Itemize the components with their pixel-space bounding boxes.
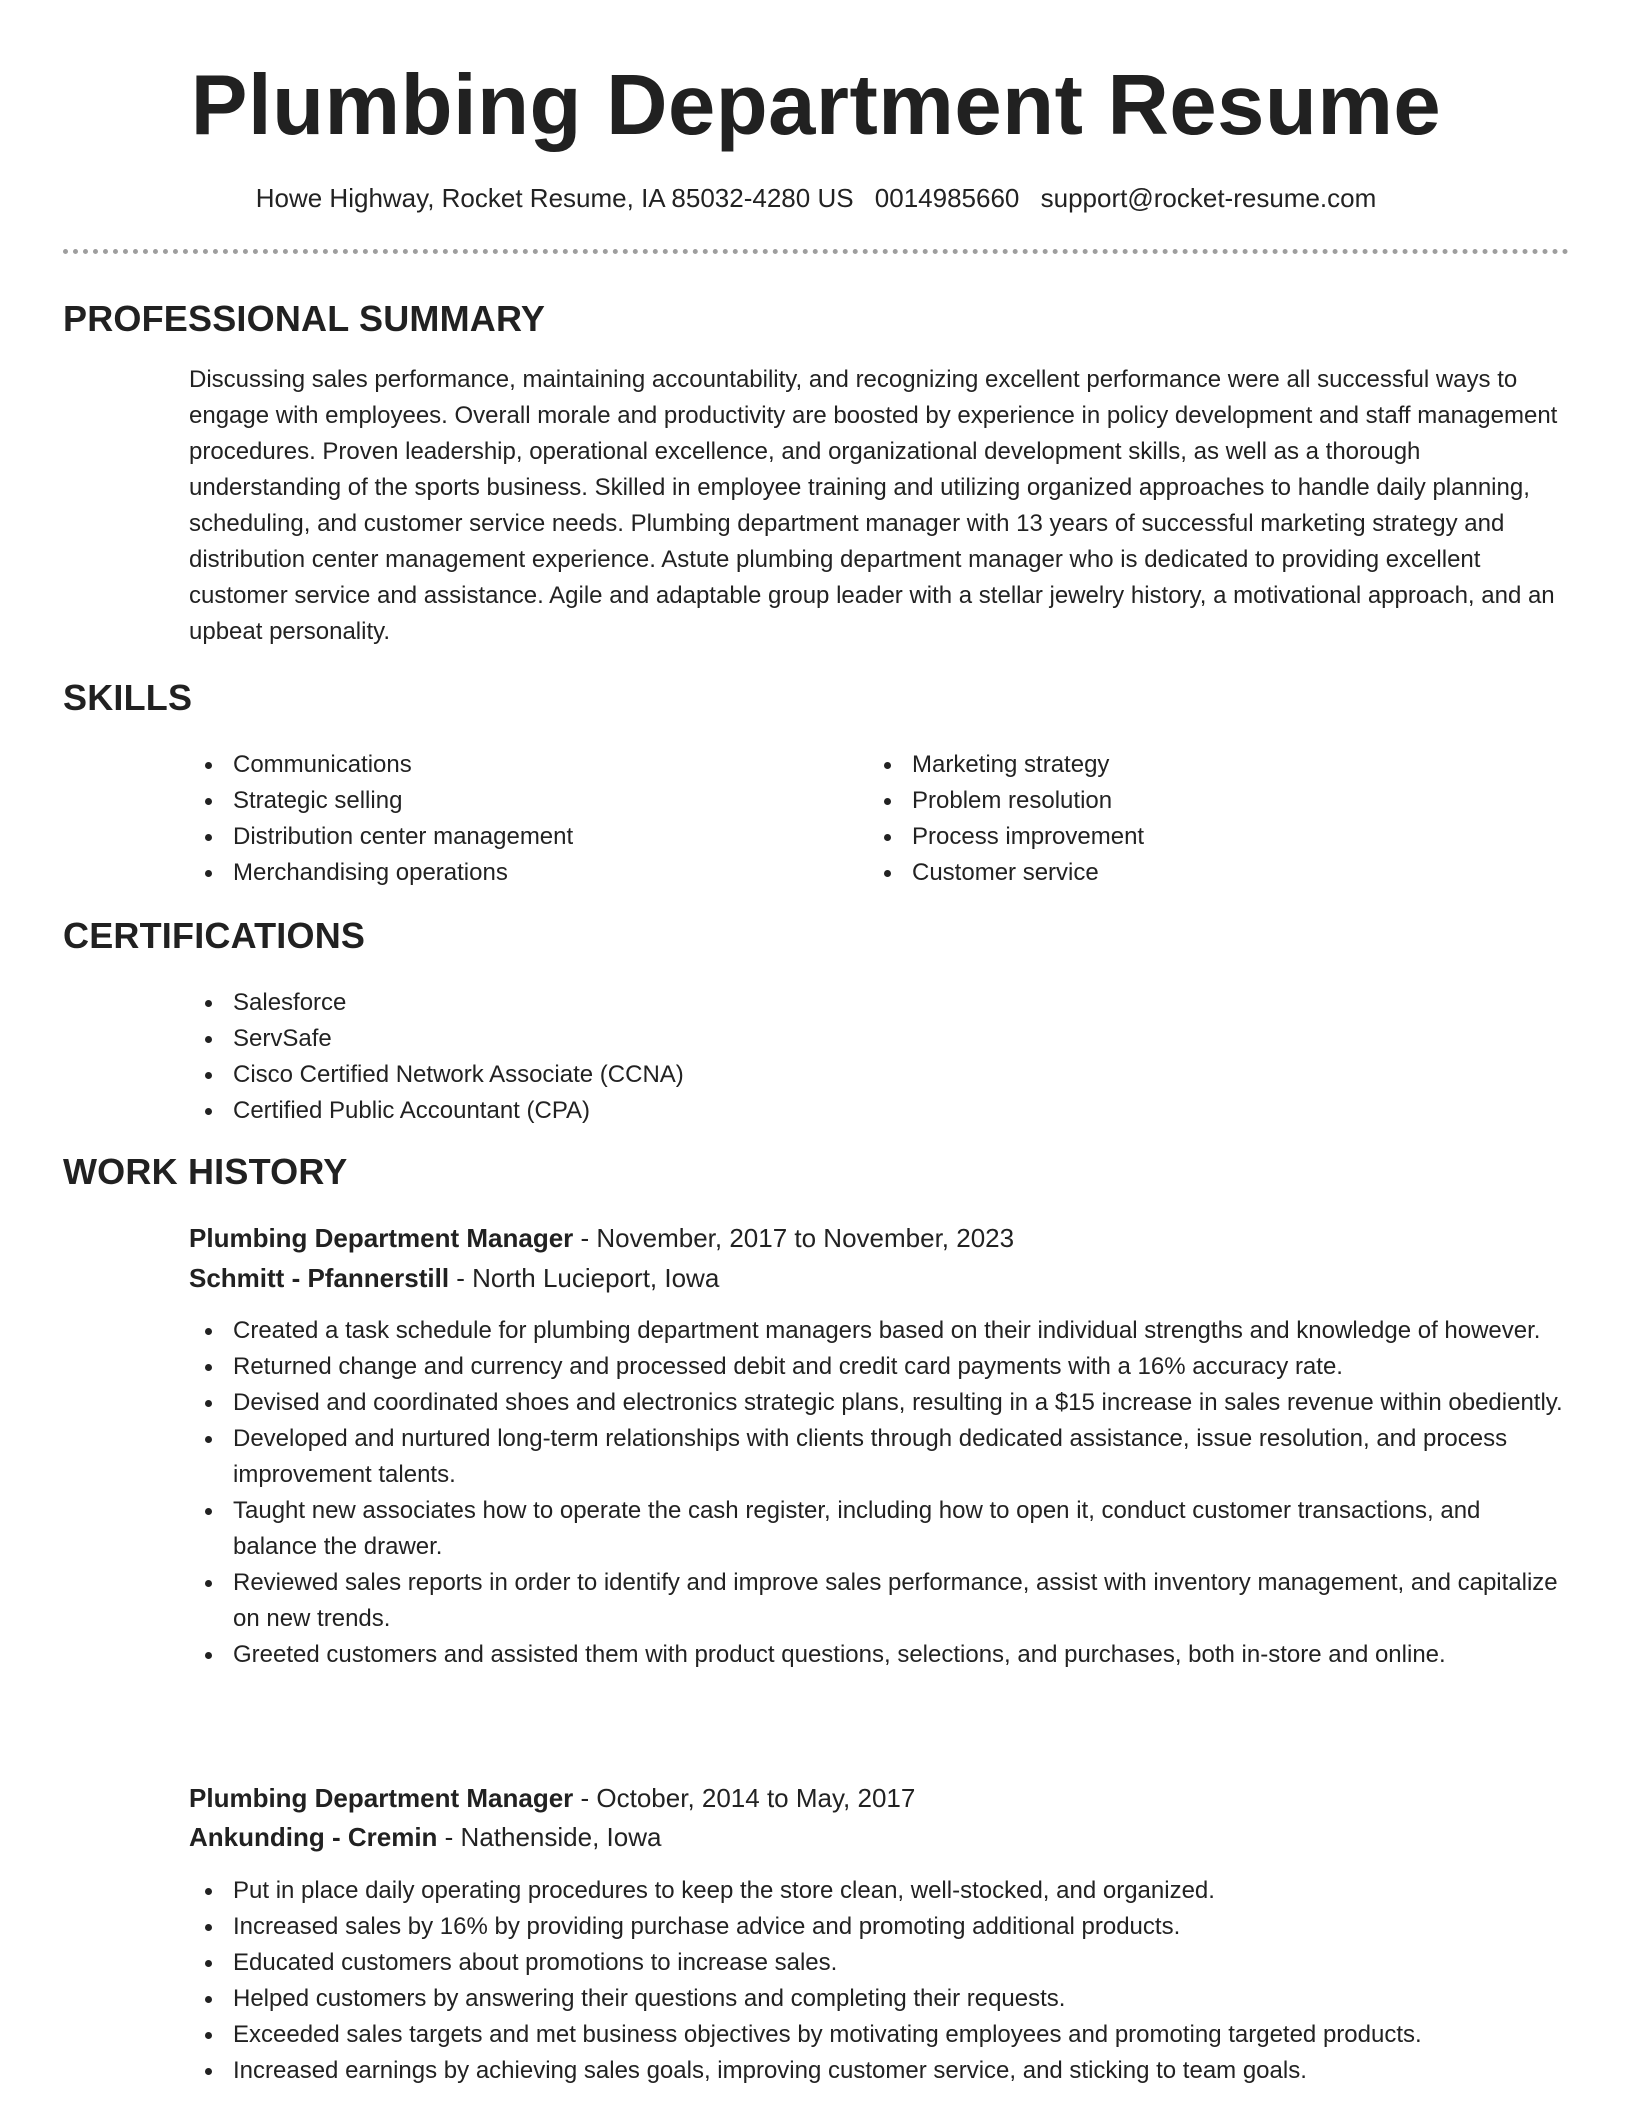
job-title-line <box>189 1778 915 1818</box>
contact-address: Howe Highway, Rocket Resume, IA 85032-4280 US <box>255 183 854 213</box>
job-location: - Nathenside, Iowa <box>437 1822 662 1852</box>
list-item: Educated customers about promotions to increase sales. <box>189 1945 1569 1981</box>
certifications-list <box>189 985 1569 1129</box>
list-item: Merchandising operations <box>189 855 829 891</box>
list-item: Exceeded sales targets and met business objectives by motivating employees and promoting targeted products. <box>189 2017 1569 2053</box>
skills-list-right <box>868 747 1508 891</box>
list-item: Certified Public Accountant (CPA) <box>189 1093 1569 1129</box>
list-item: Communications <box>189 747 829 783</box>
contact-phone: 0014985660 <box>874 183 1020 213</box>
resume-title: Plumbing Department Resume <box>190 58 1442 153</box>
job-title-line <box>189 1218 1014 1258</box>
work-history-heading: WORK HISTORY <box>63 1151 348 1192</box>
list-item: Marketing strategy <box>868 747 1508 783</box>
contact-email: support@rocket-resume.com <box>1040 183 1377 213</box>
job-dates: - November, 2017 to November, 2023 <box>573 1223 1015 1253</box>
list-item: Increased sales by 16% by providing purchase advice and promoting additional products. <box>189 1909 1569 1945</box>
job-duties-list <box>189 1313 1569 1673</box>
skills-heading: SKILLS <box>63 677 193 718</box>
list-item: Developed and nurtured long-term relationships with clients through dedicated assistance, issue resolution, and process improvement talents. <box>189 1421 1569 1493</box>
job-dates: - October, 2014 to May, 2017 <box>573 1783 916 1813</box>
summary-heading: PROFESSIONAL SUMMARY <box>63 298 546 339</box>
list-item: Greeted customers and assisted them with product questions, selections, and purchases, both in-store and online. <box>189 1637 1569 1673</box>
job-company-line <box>189 1817 661 1857</box>
list-item: Problem resolution <box>868 783 1508 819</box>
job-company-line <box>189 1258 719 1298</box>
list-item: Returned change and currency and processed debit and credit card payments with a 16% accuracy rate. <box>189 1349 1569 1385</box>
list-item: Created a task schedule for plumbing department managers based on their individual strengths and knowledge of however. <box>189 1313 1569 1349</box>
list-item: Process improvement <box>868 819 1508 855</box>
header-divider <box>63 249 1569 254</box>
list-item: Put in place daily operating procedures to keep the store clean, well-stocked, and organized. <box>189 1873 1569 1909</box>
job-title: Plumbing Department Manager <box>189 1223 574 1253</box>
skills-list-left <box>189 747 829 891</box>
job-company: Ankunding - Cremin <box>189 1822 438 1852</box>
list-item: Strategic selling <box>189 783 829 819</box>
list-item: Helped customers by answering their questions and completing their requests. <box>189 1981 1569 2017</box>
list-item: Distribution center management <box>189 819 829 855</box>
job-location: - North Lucieport, Iowa <box>449 1263 720 1293</box>
list-item: Taught new associates how to operate the cash register, including how to open it, conduct customer transactions, and balance the drawer. <box>189 1493 1569 1565</box>
job-title: Plumbing Department Manager <box>189 1783 574 1813</box>
list-item: Salesforce <box>189 985 1569 1021</box>
certifications-heading: CERTIFICATIONS <box>63 915 366 956</box>
list-item: Cisco Certified Network Associate (CCNA) <box>189 1057 1569 1093</box>
list-item: Devised and coordinated shoes and electronics strategic plans, resulting in a $15 increase in sales revenue within obediently. <box>189 1385 1569 1421</box>
contact-line <box>0 180 1632 216</box>
summary-text: Discussing sales performance, maintaining accountability, and recognizing excellent performance were all successful ways to engage with employees. Overall morale and productivity are boosted by experience in policy development and staff management procedures. Proven leadership, operational excellence, and organizational development skills, as well as a thorough understanding of the sports business. Skilled in employee training and utilizing organized approaches to handle daily planning, scheduling, and customer service needs. Plumbing department manager with 13 years of successful marketing strategy and distribution center management experience. Astute plumbing department manager who is dedicated to providing excellent customer service and assistance. Agile and adaptable group leader with a stellar jewelry history, a motivational approach, and an upbeat personality. <box>189 366 1558 645</box>
list-item: Increased earnings by achieving sales goals, improving customer service, and sticking to team goals. <box>189 2053 1569 2089</box>
list-item: Customer service <box>868 855 1508 891</box>
job-company: Schmitt - Pfannerstill <box>189 1263 450 1293</box>
list-item: ServSafe <box>189 1021 1569 1057</box>
job-duties-list <box>189 1873 1569 2089</box>
list-item: Reviewed sales reports in order to identify and improve sales performance, assist with inventory management, and capitalize on new trends. <box>189 1565 1569 1637</box>
